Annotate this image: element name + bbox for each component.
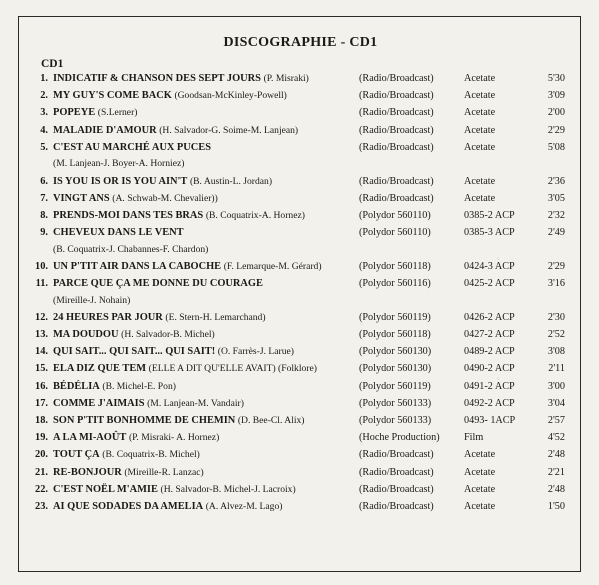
track-number: 15. bbox=[35, 363, 48, 375]
track-title: BÉDÉLIA bbox=[53, 380, 100, 392]
track-title: PRENDS-MOI DANS TES BRAS bbox=[53, 209, 204, 221]
track-credits: (M. Lanjean-M. Vandair) bbox=[147, 397, 244, 409]
track-song bbox=[53, 125, 298, 136]
track-label: (Radio/Broadcast) bbox=[359, 73, 434, 84]
track-format: 0491-2 ACP bbox=[464, 380, 515, 392]
track-song bbox=[53, 501, 282, 512]
track-credits: (S.Lerner) bbox=[97, 107, 138, 119]
track-title: UN P'TIT AIR DANS LA CABOCHE bbox=[53, 260, 222, 272]
track-duration: 2'49 bbox=[547, 227, 565, 239]
track-title: MALADIE D'AMOUR bbox=[53, 124, 157, 136]
track-label: (Radio/Broadcast) bbox=[359, 192, 434, 204]
track-number: 16. bbox=[35, 380, 48, 392]
track-credits: (B. Coquatrix-J. Chabannes-F. Chardon) bbox=[53, 243, 209, 255]
track-number: 23. bbox=[35, 500, 48, 512]
track-format: Acetate bbox=[464, 449, 496, 461]
track-song bbox=[53, 432, 219, 443]
track-title: CHEVEUX DANS LE VENT bbox=[53, 227, 184, 239]
track-song bbox=[53, 210, 305, 221]
track-song bbox=[53, 449, 200, 460]
track-format: 0427-2 ACP bbox=[464, 328, 515, 340]
track-song bbox=[53, 346, 294, 357]
track-song bbox=[53, 278, 263, 289]
track-credits: (B. Michel-E. Pon) bbox=[102, 380, 176, 392]
track-duration: 2'48 bbox=[547, 483, 565, 495]
track-format: 0385-2 ACP bbox=[464, 209, 515, 221]
track-credits: (Goodsan-McKinley-Powell) bbox=[174, 90, 287, 102]
track-number: 10. bbox=[35, 260, 48, 272]
track-duration: 2'21 bbox=[547, 466, 565, 478]
track-title: 24 HEURES PAR JOUR bbox=[53, 311, 163, 323]
track-song bbox=[53, 73, 309, 84]
track-song bbox=[53, 90, 287, 101]
track-credits: (H. Salvador-B. Michel-J. Lacroix) bbox=[160, 483, 296, 495]
track-duration: 2'29 bbox=[547, 260, 565, 272]
track-format: Acetate bbox=[464, 192, 496, 204]
track-credits: (H. Salvador-B. Michel) bbox=[121, 328, 215, 340]
track-number: 18. bbox=[35, 414, 48, 426]
track-format: Acetate bbox=[464, 90, 496, 102]
track-duration: 2'32 bbox=[547, 209, 565, 221]
track-format: 0490-2 ACP bbox=[464, 363, 515, 375]
track-song bbox=[53, 107, 137, 118]
track-format: 0385-3 ACP bbox=[464, 227, 515, 239]
track-duration: 5'08 bbox=[547, 141, 565, 153]
track-format: 0493- 1ACP bbox=[464, 414, 516, 426]
track-credits: (P. Misraki) bbox=[263, 73, 309, 84]
track-number: 20. bbox=[35, 449, 48, 461]
track-number: 3. bbox=[40, 107, 48, 119]
track-credits: (B. Coquatrix-A. Hornez) bbox=[205, 209, 305, 221]
track-format: 0425-2 ACP bbox=[464, 278, 515, 289]
track-song bbox=[53, 312, 266, 323]
track-label: (Polydor 560130) bbox=[359, 363, 432, 375]
track-number: 9. bbox=[40, 227, 48, 239]
track-song bbox=[53, 381, 176, 392]
track-number: 11. bbox=[35, 278, 48, 289]
track-credits: (O. Farrès-J. Larue) bbox=[217, 346, 294, 358]
track-format: Acetate bbox=[464, 107, 496, 119]
track-title: IS YOU IS OR IS YOU AIN'T bbox=[53, 175, 188, 187]
track-duration: 2'00 bbox=[547, 107, 565, 119]
track-number: 22. bbox=[35, 483, 48, 495]
track-label: (Hoche Production) bbox=[359, 432, 440, 444]
track-format: Acetate bbox=[464, 175, 496, 187]
track-title: VINGT ANS bbox=[53, 192, 110, 204]
track-label: (Radio/Broadcast) bbox=[359, 175, 434, 187]
track-credits: (H. Salvador-G. Soime-M. Lanjean) bbox=[159, 124, 299, 136]
track-number: 14. bbox=[35, 346, 48, 358]
track-format: 0492-2 ACP bbox=[464, 397, 515, 409]
track-format: Film bbox=[464, 432, 484, 444]
track-title: MY GUY'S COME BACK bbox=[53, 90, 172, 102]
track-credits: (E. Stern-H. Lemarchand) bbox=[165, 311, 266, 323]
track-duration: 3'09 bbox=[547, 90, 565, 102]
track-format: 0426-2 ACP bbox=[464, 311, 515, 323]
track-credits: (Mireille-R. Lanzac) bbox=[124, 466, 204, 478]
track-label: (Polydor 560110) bbox=[359, 227, 431, 239]
track-label: (Radio/Broadcast) bbox=[359, 466, 434, 478]
track-title: SON P'TIT BONHOMME DE CHEMIN bbox=[53, 414, 236, 426]
track-number: 8. bbox=[40, 209, 48, 221]
track-duration: 2'30 bbox=[547, 311, 565, 323]
track-duration: 3'04 bbox=[547, 397, 565, 409]
track-title: C'EST AU MARCHÉ AUX PUCES bbox=[53, 141, 211, 153]
track-credits: (P. Misraki- A. Hornez) bbox=[128, 432, 220, 444]
track-song bbox=[53, 261, 322, 272]
track-label: (Polydor 560133) bbox=[359, 397, 432, 409]
track-title: TOUT ÇA bbox=[53, 449, 100, 461]
track-number: 21. bbox=[35, 466, 48, 478]
track-label: (Polydor 560130) bbox=[359, 346, 432, 358]
page-title: DISCOGRAPHIE - CD1 bbox=[223, 35, 378, 50]
track-credits: (Mireille-J. Nohain) bbox=[53, 294, 131, 306]
track-title: PARCE QUE ÇA ME DONNE DU COURAGE bbox=[53, 278, 263, 289]
track-number: 6. bbox=[40, 175, 48, 187]
track-credits: (A. Alvez-M. Lago) bbox=[205, 500, 283, 512]
track-format: Acetate bbox=[464, 141, 496, 153]
track-label: (Polydor 560118) bbox=[359, 260, 431, 272]
track-number: 7. bbox=[40, 192, 48, 204]
track-number: 1. bbox=[40, 73, 48, 84]
track-number: 13. bbox=[35, 328, 48, 340]
track-label: (Radio/Broadcast) bbox=[359, 449, 434, 461]
track-song bbox=[53, 398, 244, 409]
track-duration: 5'30 bbox=[547, 73, 565, 84]
section-heading: CD1 bbox=[41, 58, 64, 70]
track-title: QUI SAIT... QUI SAIT... QUI SAIT! bbox=[53, 346, 216, 358]
track-format: Acetate bbox=[464, 466, 496, 478]
track-song bbox=[53, 329, 215, 340]
discography-frame bbox=[18, 16, 581, 572]
track-label: (Radio/Broadcast) bbox=[359, 90, 434, 102]
track-title: ELA DIZ QUE TEM bbox=[53, 363, 147, 375]
track-duration: 2'29 bbox=[547, 124, 565, 136]
track-song bbox=[53, 467, 204, 478]
track-label: (Polydor 560116) bbox=[359, 278, 431, 289]
track-format: Acetate bbox=[464, 124, 496, 136]
track-credits: (A. Schwab-M. Chevalier)) bbox=[112, 192, 218, 204]
track-number: 17. bbox=[35, 397, 48, 409]
track-title: INDICATIF & CHANSON DES SEPT JOURS bbox=[53, 73, 261, 84]
track-label: (Radio/Broadcast) bbox=[359, 141, 434, 153]
track-credits: (ELLE A DIT QU'ELLE AVAIT) (Folklore) bbox=[148, 363, 317, 375]
track-title: RE-BONJOUR bbox=[53, 466, 122, 478]
track-label: (Polydor 560119) bbox=[359, 311, 431, 323]
track-credits: (B. Austin-L. Jordan) bbox=[189, 175, 273, 187]
track-song bbox=[53, 227, 184, 238]
track-song bbox=[53, 415, 304, 426]
track-duration: 2'11 bbox=[548, 363, 565, 375]
track-title: MA DOUDOU bbox=[53, 328, 119, 340]
track-credits: (D. Bee-Cl. Alix) bbox=[237, 414, 305, 426]
track-title: AI QUE SODADES DA AMELIA bbox=[53, 500, 204, 512]
track-title: COMME J'AIMAIS bbox=[53, 397, 145, 409]
track-number: 4. bbox=[40, 124, 48, 136]
track-number: 19. bbox=[35, 432, 48, 444]
track-credits: (F. Lemarque-M. Gérard) bbox=[223, 260, 322, 272]
track-duration: 3'00 bbox=[547, 380, 565, 392]
track-duration: 2'36 bbox=[547, 175, 565, 187]
track-number: 2. bbox=[40, 90, 48, 102]
track-song bbox=[53, 193, 218, 204]
track-song bbox=[53, 142, 211, 153]
track-label: (Polydor 560110) bbox=[359, 209, 431, 221]
track-format: 0424-3 ACP bbox=[464, 260, 515, 272]
track-song bbox=[53, 484, 296, 495]
track-duration: 3'08 bbox=[547, 346, 565, 358]
track-duration: 3'16 bbox=[547, 278, 565, 289]
track-label: (Polydor 560119) bbox=[359, 380, 431, 392]
track-song bbox=[53, 176, 272, 187]
track-format: Acetate bbox=[464, 483, 496, 495]
track-credits: (M. Lanjean-J. Boyer-A. Horniez) bbox=[53, 158, 185, 170]
track-title: C'EST NOËL M'AMIE bbox=[53, 483, 158, 495]
track-number: 5. bbox=[40, 141, 48, 153]
track-song bbox=[53, 363, 317, 374]
track-title: POPEYE bbox=[53, 107, 96, 119]
track-duration: 2'52 bbox=[547, 328, 565, 340]
track-credits: (B. Coquatrix-B. Michel) bbox=[102, 449, 200, 461]
track-format: 0489-2 ACP bbox=[464, 346, 515, 358]
track-duration: 2'48 bbox=[547, 449, 565, 461]
track-title: A LA MI-AOÛT bbox=[53, 432, 127, 444]
track-format: Acetate bbox=[464, 500, 496, 512]
track-label: (Radio/Broadcast) bbox=[359, 124, 434, 136]
track-label: (Radio/Broadcast) bbox=[359, 483, 434, 495]
track-duration: 4'52 bbox=[547, 432, 565, 444]
track-duration: 2'57 bbox=[547, 414, 565, 426]
track-duration: 1'50 bbox=[547, 500, 565, 512]
track-label: (Polydor 560133) bbox=[359, 414, 432, 426]
track-format: Acetate bbox=[464, 73, 496, 84]
track-label: (Radio/Broadcast) bbox=[359, 500, 434, 512]
track-number: 12. bbox=[35, 311, 48, 323]
track-label: (Polydor 560118) bbox=[359, 328, 431, 340]
track-duration: 3'05 bbox=[547, 192, 565, 204]
track-label: (Radio/Broadcast) bbox=[359, 107, 434, 119]
